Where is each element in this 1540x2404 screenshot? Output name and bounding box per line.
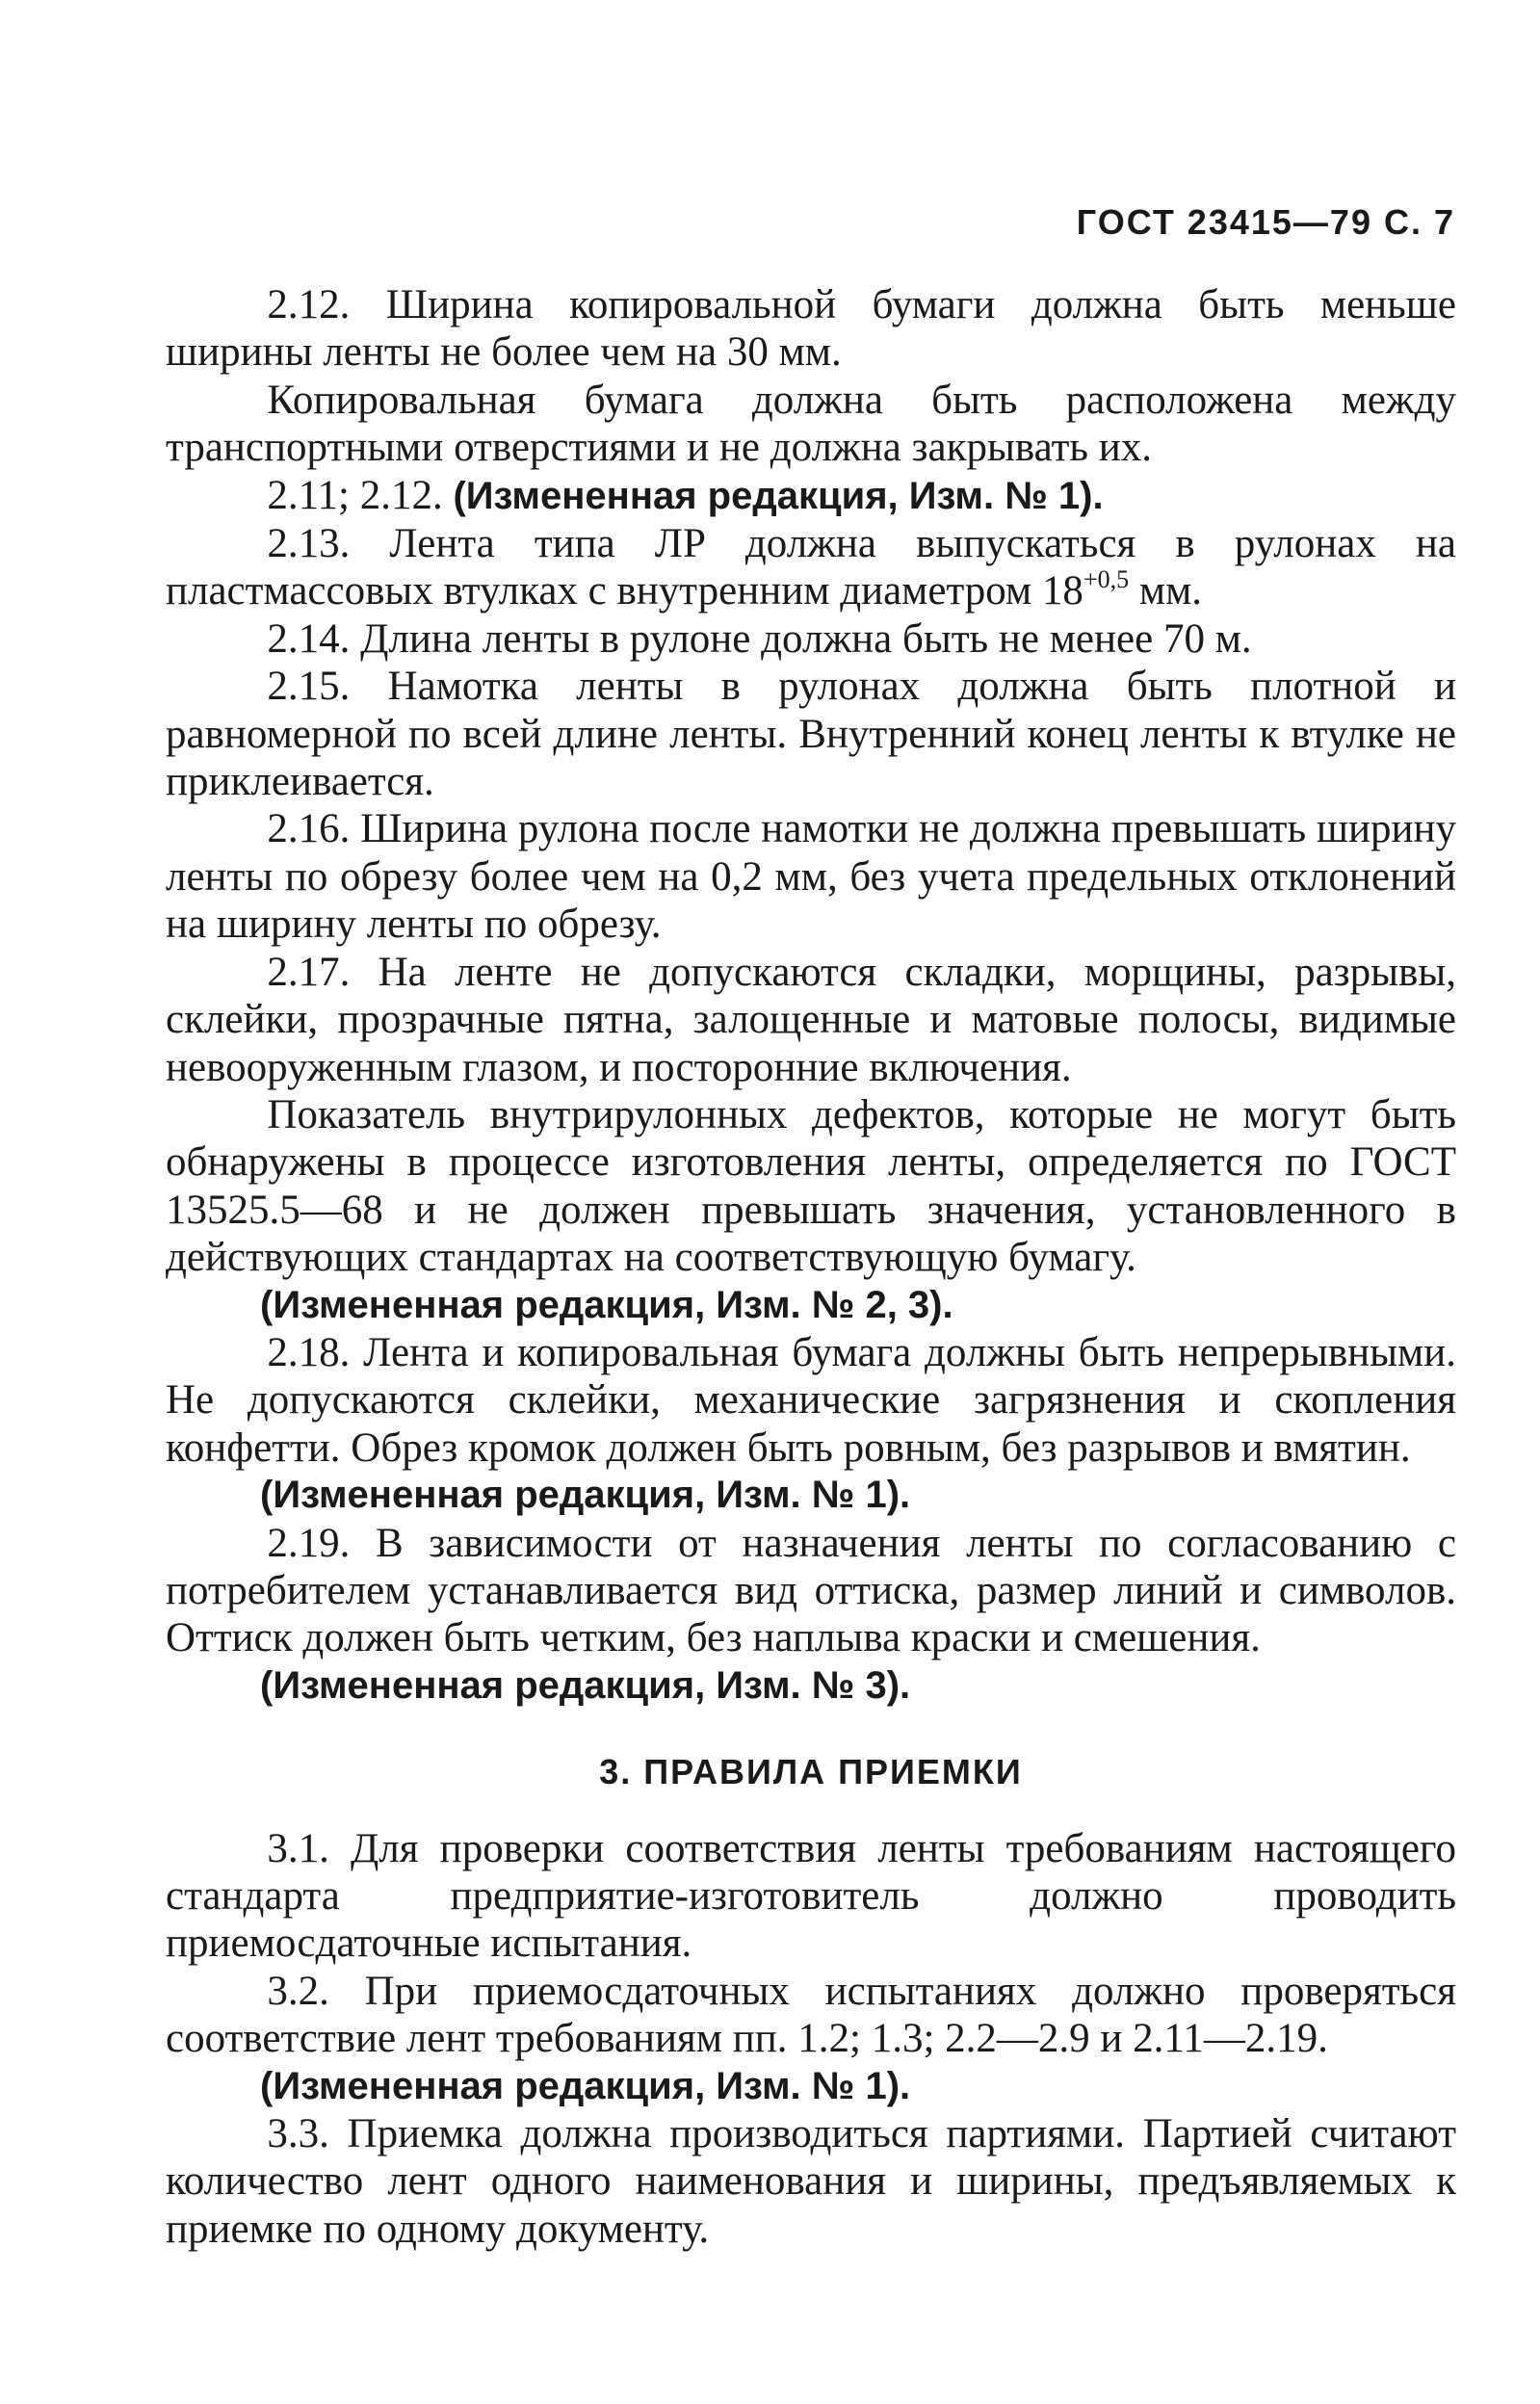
paragraph-2-15: 2.15. Намотка ленты в рулонах должна быть плотной и равномерной по всей длине ленты. Внутренний конец ленты к втулке не приклеивается. bbox=[166, 664, 1456, 805]
paragraph-2-17: 2.17. На ленте не допускаются складки, морщины, разрывы, склейки, прозрачные пятна, залощенные и матовые полосы, видимые невооруженным глазом, и посторонние включения. bbox=[166, 949, 1456, 1090]
paragraph-2-11-amendment bbox=[166, 472, 1456, 520]
paragraph-2-18: 2.18. Лента и копировальная бумага должны быть непрерывными. Не допускаются склейки, механические загрязнения и скопления конфетти. Обрез кромок должен быть ровным, без разрывов и вмятин. bbox=[166, 1329, 1456, 1471]
paragraph-2-12-b: Копировальная бумага должна быть расположена между транспортными отверстиями и не должна закрывать их. bbox=[166, 377, 1456, 471]
paragraph-2-12: 2.12. Ширина копировальной бумаги должна быть меньше ширины ленты не более чем на 30 мм. bbox=[166, 282, 1456, 376]
unit-text: мм. bbox=[1129, 568, 1203, 614]
paragraph-2-13 bbox=[166, 520, 1456, 615]
paragraph-2-14: 2.14. Длина ленты в рулоне должна быть не менее 70 м. bbox=[267, 615, 1252, 662]
tolerance-superscript: +0,5 bbox=[1083, 565, 1130, 594]
paragraph-2-16: 2.16. Ширина рулона после намотки не должна превышать ширину ленты по обрезу более чем на 0,2 мм, без учета предельных отклонений на ширину ленты по обрезу. bbox=[166, 806, 1456, 948]
page-header: ГОСТ 23415—79 С. 7 bbox=[1076, 202, 1455, 242]
paragraph-2-19: 2.19. В зависимости от назначения ленты по согласованию с потребителем устанавливается вид оттиска, размер линий и символов. Оттиск должен быть четким, без наплыва краски и смешения. bbox=[166, 1520, 1456, 1661]
amendment-note-1-c: (Измененная редакция, Изм. № 1). bbox=[260, 2064, 911, 2107]
paragraph-3-2: 3.2. При приемосдаточных испытаниях должно проверяться соответствие лент требованиям пп. 1.2; 1.3; 2.2—2.9 и 2.11—2.19. bbox=[166, 1968, 1456, 2062]
paragraph-ref: 2.11; 2.12. bbox=[267, 472, 454, 518]
paragraph-2-17-b: Показатель внутрирулонных дефектов, которые не могут быть обнаружены в процессе изготовления ленты, определяется по ГОСТ 13525.5—68 и не должен превышать значения, установленного в действующих стандартах на соответствующую бумагу. bbox=[166, 1091, 1456, 1281]
document-body bbox=[166, 281, 1456, 2253]
amendment-note-3: (Измененная редакция, Изм. № 3). bbox=[260, 1663, 911, 1707]
paragraph-3-1: 3.1. Для проверки соответствия ленты требованиям настоящего стандарта предприятие-изготовитель должно проводить приемосдаточные испытания. bbox=[166, 1825, 1456, 1967]
section-3-title: 3. ПРАВИЛА ПРИЕМКИ bbox=[599, 1752, 1023, 1792]
paragraph-text: 2.13. Лента типа ЛР должна выпускаться в рулонах на пластмассовых втулках с внутренним диаметром 18 bbox=[166, 521, 1456, 614]
amendment-note-1-b: (Измененная редакция, Изм. № 1). bbox=[260, 1474, 911, 1517]
amendment-note-2-3: (Измененная редакция, Изм. № 2, 3). bbox=[260, 1283, 953, 1326]
paragraph-3-3: 3.3. Приемка должна производиться партиями. Партией считают количество лент одного наименования и ширины, предъявляемых к приемке по одному документу. bbox=[166, 2111, 1456, 2252]
amendment-note: (Измененная редакция, Изм. № 1). bbox=[453, 474, 1104, 517]
